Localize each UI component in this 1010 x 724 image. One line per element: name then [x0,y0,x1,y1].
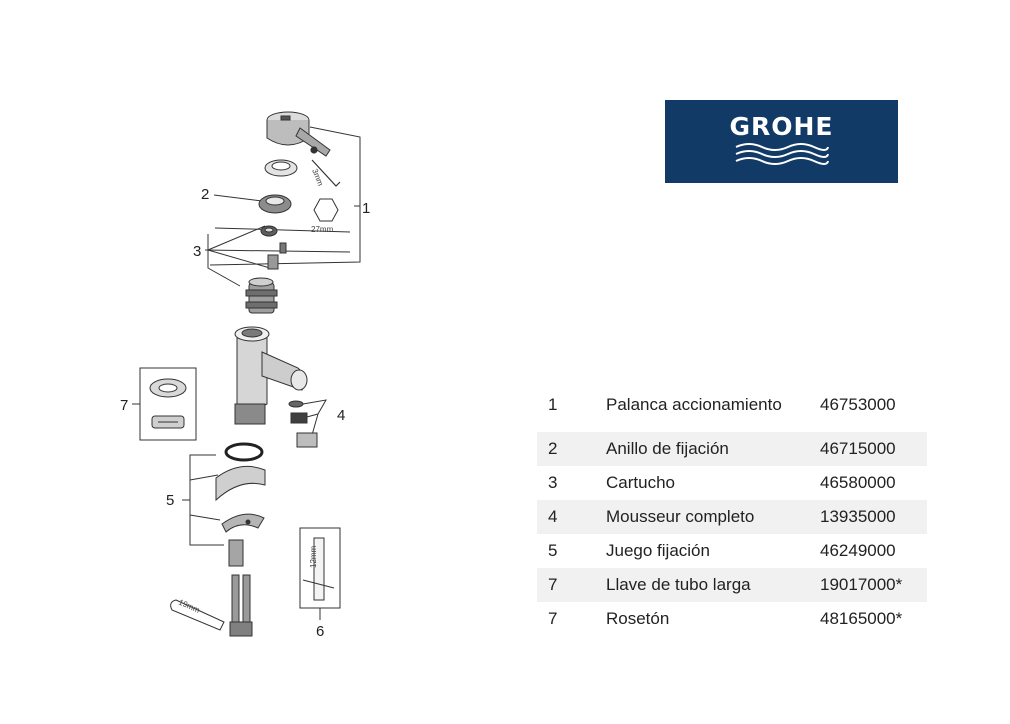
callout-number: 3 [193,243,202,260]
table-row [537,534,927,568]
part-name: Rosetón [606,609,670,628]
part-name: Cartucho [606,473,675,492]
callout-3-bracket [208,226,270,286]
part-name: Juego fijación [606,541,710,560]
part-code: 46715000 [820,432,927,466]
fixing-clamp [216,466,265,532]
table-row [537,388,927,422]
cap-ring [265,160,297,176]
callout-number: 2 [201,186,210,203]
callout-5-bracket [182,455,224,545]
callout-number: 5 [166,492,175,509]
rosette [150,379,186,428]
table-row [537,568,927,602]
tool-label-allen: 3mm [310,167,326,188]
aerator [289,401,317,447]
table-row [537,500,927,534]
waves-icon [732,143,832,165]
part-code: 46249000 [820,541,896,560]
callout-number: 1 [362,200,371,217]
tool-label-hex: 27mm [311,225,334,234]
part-number: 7 [548,609,558,628]
o-ring [226,444,262,460]
threaded-stud [229,540,243,566]
callout-number: 7 [120,397,129,414]
part-code: 46580000 [820,473,896,492]
tube-key-tool [303,538,334,600]
part-code: 13935000 [820,500,927,534]
part-number: 7 [537,568,606,602]
part-name: Mousseur completo [606,500,820,534]
small-ring [261,226,277,236]
callout-2-leader [214,195,262,201]
part-name: Anillo de fijación [606,432,820,466]
faucet-body [235,327,307,424]
part-name: Palanca accionamiento [606,395,782,414]
tool-label-wrench: 19mm [177,597,202,615]
table-row [537,432,927,466]
part-code: 48165000* [820,609,903,628]
part-code: 46753000 [820,395,896,414]
parts-table [537,388,927,636]
table-row [537,466,927,500]
part-number: 1 [548,395,558,414]
table-row [537,602,927,636]
callout-number: 6 [316,623,325,640]
hex-nut-icon [314,199,338,221]
callout-number: 4 [337,407,346,424]
flex-hoses [230,575,252,636]
brand-logo [665,100,898,183]
part-number: 5 [548,541,558,560]
row-spacer [537,422,927,432]
part-code: 19017000* [820,568,927,602]
lever-handle [267,112,330,156]
part-name: Llave de tubo larga [606,568,820,602]
cartridge-pin [268,243,286,269]
brand-name: GROHE [729,112,834,141]
part-number: 2 [537,432,606,466]
part-number: 4 [537,500,606,534]
tool-label-tube: 12mm [309,545,318,568]
part-number: 3 [548,473,558,492]
cartridge [246,278,277,313]
fixing-ring [259,195,291,213]
